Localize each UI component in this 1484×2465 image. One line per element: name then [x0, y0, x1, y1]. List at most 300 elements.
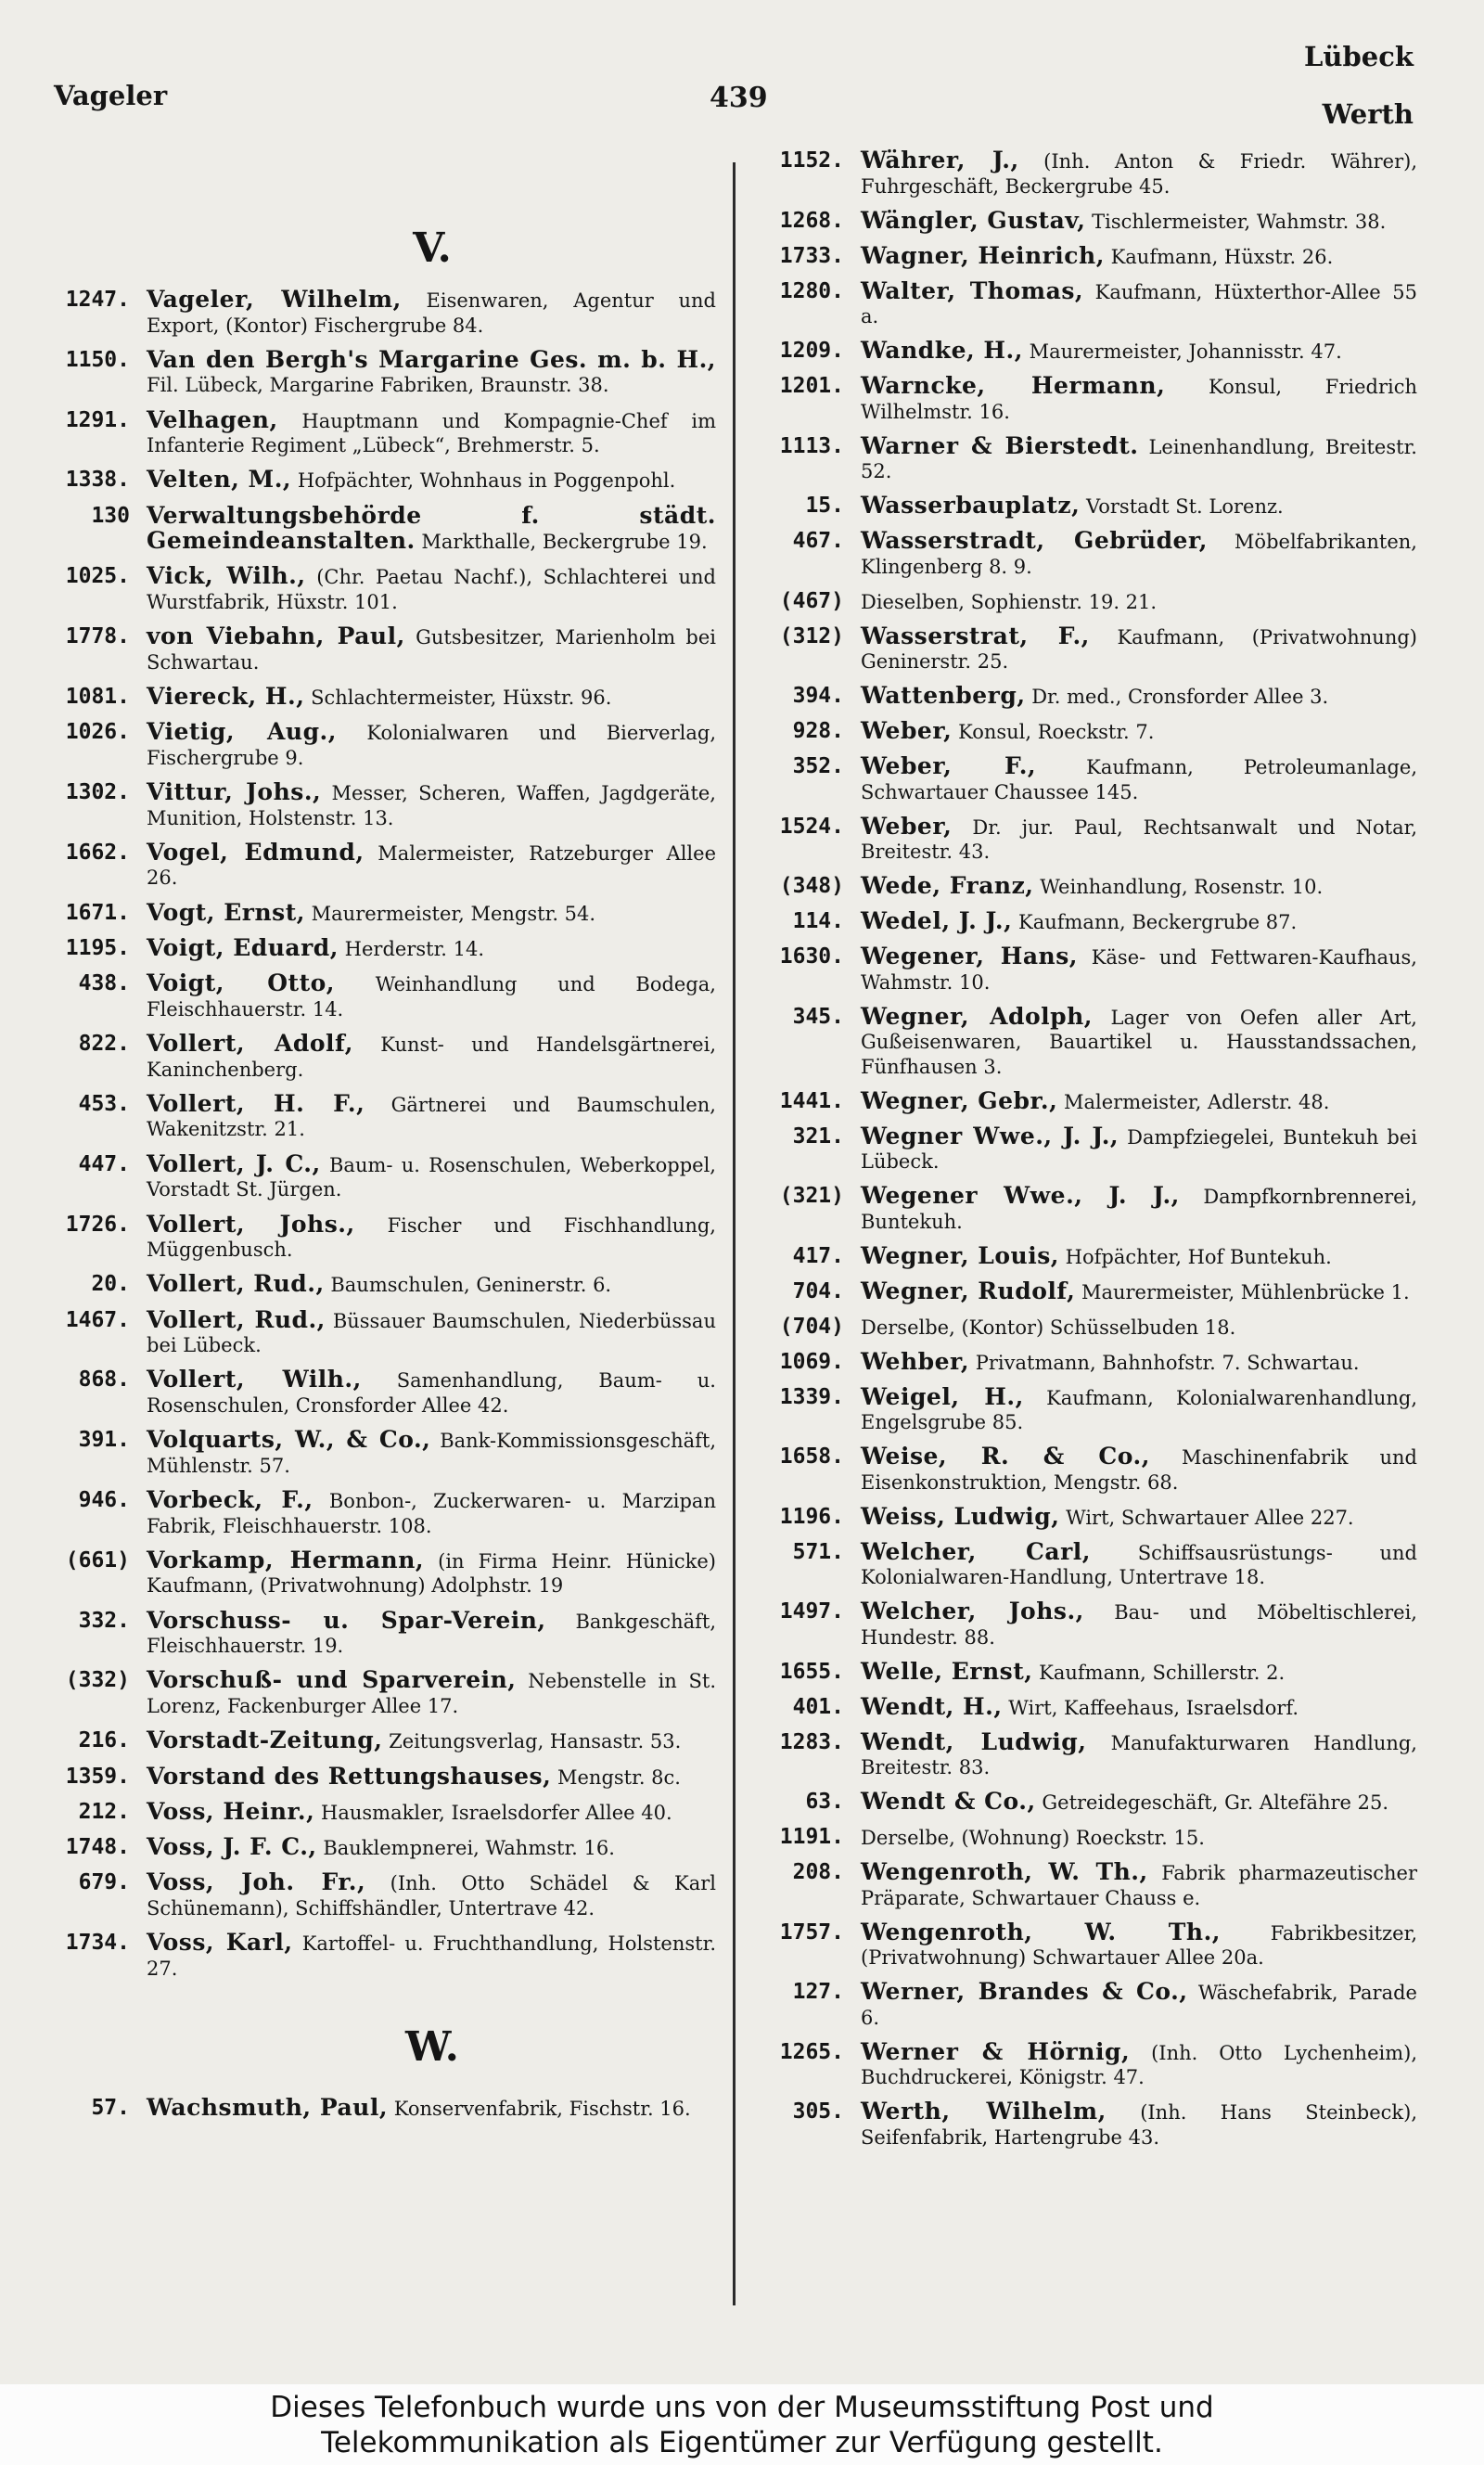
entry-details: Konsul, Roeckstr. 7.: [958, 721, 1155, 743]
entry-details: Schiffsausrüstungs- und Kolonialwaren-Handlung, Untertrave 18.: [861, 1541, 1417, 1588]
entry-details: Eisenwaren, Agentur und Export, (Kontor) Fischergrube 84.: [147, 289, 716, 337]
entry-details: Hofpächter, Hof Buntekuh.: [1065, 1245, 1332, 1268]
entry-name: Voss, Heinr.,: [147, 1797, 315, 1825]
entry-name: Vorbeck, F.,: [147, 1486, 313, 1514]
directory-entry: [761, 1980, 1417, 2030]
directory-entry: [46, 1606, 716, 1659]
directory-entry: [761, 1086, 1417, 1115]
entry-details: (Inh. Otto Schädel & Karl Schünemann), Schiffshändler, Untertrave 42.: [147, 1872, 717, 1919]
directory-entry: [46, 1488, 716, 1538]
entry-details: Vorstadt St. Lorenz.: [1086, 495, 1284, 518]
directory-entry: [46, 1762, 716, 1791]
phone-number: 20.: [91, 1272, 130, 1297]
entry-text: [147, 2096, 716, 2122]
entry-details: Weinhandlung, Rosenstr. 10.: [1040, 876, 1324, 898]
entry-name: Wandke, H.,: [861, 337, 1023, 364]
directory-entry: [761, 276, 1417, 329]
entry-name: Weigel, H.,: [861, 1382, 1024, 1410]
running-head-city: Lübeck: [1304, 41, 1414, 72]
entry-details: Kaufmann, Schillerstr. 2.: [1039, 1661, 1286, 1684]
entry-details: Baum- u. Rosenschulen, Weberkoppel, Vorstadt St. Jürgen.: [147, 1153, 716, 1201]
directory-entry: [761, 684, 1417, 710]
entry-name: Vogel, Edmund,: [147, 838, 365, 866]
phone-number: 1497.: [779, 1599, 844, 1624]
phone-number: 704.: [792, 1278, 844, 1303]
entry-name: Wängler, Gustav,: [861, 206, 1086, 234]
phone-number: 1025.: [65, 564, 130, 589]
entry-details: (Chr. Paetau Nachf.), Schlachterei und Wurstfabrik, Hüxstr. 101.: [147, 566, 716, 613]
entry-name: Vittur, Johs.,: [147, 778, 322, 806]
entry-details: Maurermeister, Mühlenbrücke 1.: [1081, 1280, 1410, 1303]
entry-text: [861, 1502, 1417, 1531]
entry-text: [147, 838, 716, 891]
entry-text: [147, 720, 716, 770]
directory-entry: [761, 2099, 1417, 2150]
phone-number: 1734.: [65, 1931, 130, 1956]
entry-details: Kaufmann, Kolonialwarenhandlung, Engelsgrube 85.: [861, 1386, 1417, 1433]
column-divider: [733, 162, 736, 2305]
running-head-first-entry: Vageler: [54, 80, 168, 111]
entry-text: [147, 971, 716, 1021]
entry-name: Verwaltungsbehörde f. städt. Gemeindeanstalten.: [147, 501, 716, 555]
entry-name: Wattenberg,: [861, 682, 1026, 709]
entry-text: [147, 1210, 716, 1263]
entry-details: Bank-Kommissionsgeschäft, Mühlenstr. 57.: [147, 1430, 716, 1477]
phone-number: 212.: [78, 1799, 130, 1824]
directory-entry: [46, 1305, 716, 1358]
entry-name: Wede, Franz,: [861, 872, 1034, 899]
phone-number: 1757.: [779, 1919, 844, 1945]
entry-text: [861, 874, 1417, 900]
directory-entry: [761, 1382, 1417, 1435]
entry-text: [861, 1279, 1417, 1305]
phone-number: 1280.: [779, 278, 844, 303]
entry-name: Wendt, Ludwig,: [861, 1727, 1087, 1755]
entry-name: Vietig, Aug.,: [147, 718, 337, 746]
phone-number: 401.: [792, 1694, 844, 1719]
entry-name: Weber,: [861, 717, 953, 744]
entry-text: [861, 1920, 1417, 1971]
phone-number: 1441.: [779, 1088, 844, 1113]
entry-text: [147, 1149, 716, 1202]
entry-name: Vollert, Rud.,: [147, 1270, 325, 1298]
entry-details: Fabrik pharmazeutischer Präparate, Schwartauer Chauss e.: [861, 1862, 1417, 1909]
phone-number: 1338.: [65, 468, 130, 493]
entry-text: [147, 1835, 716, 1861]
entry-text: [861, 1790, 1417, 1816]
entry-text: [147, 685, 716, 711]
directory-entry: [761, 431, 1417, 484]
entry-text: [147, 1728, 716, 1754]
entry-text: [861, 2037, 1417, 2090]
entry-details: Zeitungsverlag, Hansastr. 53.: [389, 1730, 682, 1753]
phone-number: 394.: [792, 684, 844, 708]
phone-number: 57.: [91, 2096, 130, 2121]
phone-number: 453.: [78, 1091, 130, 1116]
entry-text: [147, 468, 716, 494]
entry-name: Weise, R. & Co.,: [861, 1443, 1150, 1470]
phone-number: 447.: [78, 1151, 130, 1176]
phone-number: 114.: [792, 909, 844, 933]
entry-text: [861, 1086, 1417, 1115]
phone-number: 467.: [792, 529, 844, 553]
phone-number: 1359.: [65, 1764, 130, 1789]
entry-text: [861, 1241, 1417, 1270]
phone-number: 1630.: [779, 944, 844, 969]
directory-entry: [46, 1931, 716, 1981]
directory-entry: [761, 1124, 1417, 1175]
entry-text: [147, 1870, 716, 1920]
entry-text: [861, 374, 1417, 424]
phone-number: 1069.: [779, 1349, 844, 1374]
entry-name: von Viebahn, Paul,: [147, 623, 405, 650]
entry-details: Weinhandlung und Bodega, Fleischhauerstr. 14.: [147, 973, 716, 1021]
phone-number: 1113.: [779, 433, 844, 458]
ownership-notice: [0, 2384, 1484, 2465]
entry-details: Dampfkornbrennerei, Buntekuh.: [861, 1186, 1417, 1233]
entry-details: Bauklempnerei, Wahmstr. 16.: [323, 1837, 615, 1860]
directory-entry: [46, 720, 716, 770]
directory-entry: [761, 339, 1417, 365]
entry-details: Kaufmann, (Privatwohnung) Geninerstr. 25.: [861, 625, 1417, 673]
entry-name: Wengenroth, W. Th.,: [861, 1858, 1148, 1885]
entry-text: [861, 2099, 1417, 2150]
entry-text: [861, 241, 1417, 270]
entry-name: Währer, J.,: [861, 147, 1019, 173]
entry-details: Hausmakler, Israelsdorfer Allee 40.: [321, 1801, 672, 1824]
directory-entry: [761, 812, 1417, 865]
entry-text: [147, 1931, 716, 1981]
left-column: [46, 148, 716, 2132]
entry-details: (Inh. Anton & Friedr. Währer), Fuhrgeschäft, Beckergrube 45.: [861, 150, 1417, 198]
entry-text: [147, 1762, 716, 1791]
entry-name: Volquarts, W., & Co.,: [147, 1426, 431, 1454]
entry-details: Markthalle, Beckergrube 19.: [421, 531, 708, 554]
entry-details: Maurermeister, Mengstr. 54.: [311, 902, 596, 925]
directory-entry: [761, 494, 1417, 520]
entry-details: Dampfziegelei, Buntekuh bei Lübeck.: [861, 1125, 1417, 1173]
phone-number: 1467.: [65, 1307, 130, 1332]
directory-entry: [761, 909, 1417, 935]
entry-details: Gutsbesitzer, Marienholm bei Schwartau.: [147, 626, 716, 674]
entry-details: Fil. Lübeck, Margarine Fabriken, Braunstr. 38.: [147, 374, 609, 397]
phone-number: 571.: [792, 1539, 844, 1564]
directory-entry: [761, 2037, 1417, 2090]
entry-name: Van den Bergh's Margarine Ges. m. b. H.,: [147, 345, 716, 373]
entry-details: (Inh. Otto Lychenheim), Buchdruckerei, Königstr. 47.: [861, 2041, 1417, 2088]
entry-name: Wegner, Louis,: [861, 1241, 1059, 1269]
entry-details: Wirt, Schwartauer Allee 227.: [1066, 1506, 1354, 1529]
directory-entry: [761, 1657, 1417, 1686]
entry-details: Malermeister, Adlerstr. 48.: [1063, 1090, 1330, 1113]
entry-name: Vollert, H. F.,: [147, 1089, 365, 1117]
entry-name: Wehber,: [861, 1347, 970, 1375]
entry-details: Hauptmann und Kompagnie-Chef im Infanterie Regiment „Lübeck“, Brehmerstr. 5.: [147, 409, 716, 457]
entry-text: [861, 529, 1417, 579]
directory-entry: [46, 898, 716, 927]
phone-number: 332.: [78, 1608, 130, 1633]
directory-entry: [761, 1315, 1417, 1341]
entry-details: Leinenhandlung, Breitestr. 52.: [861, 435, 1417, 482]
phone-number: 679.: [78, 1870, 130, 1895]
phone-number: 1196.: [779, 1504, 844, 1529]
directory-entry: [761, 1347, 1417, 1376]
entry-name: Weiss, Ludwig,: [861, 1502, 1060, 1530]
entry-text: [861, 1692, 1417, 1721]
entry-text: [861, 589, 1417, 615]
directory-entry: [46, 1367, 716, 1418]
entry-name: Wasserstradt, Gebrüder,: [861, 527, 1209, 554]
entry-details: Herderstr. 14.: [344, 938, 485, 961]
entry-name: Viereck, H.,: [147, 683, 305, 711]
entry-details: Manufakturwaren Handlung, Breitestr. 83.: [861, 1731, 1417, 1778]
entry-name: Wegener Wwe., J. J.,: [861, 1182, 1180, 1209]
phone-number: 1191.: [779, 1825, 844, 1849]
directory-entry: [761, 241, 1417, 270]
phone-number: (467): [779, 588, 844, 613]
directory-entry: [761, 1502, 1417, 1531]
entry-details: Dr. med., Cronsforder Allee 3.: [1031, 686, 1329, 708]
entry-name: Werner, Brandes & Co.,: [861, 1978, 1188, 2005]
entry-text: [861, 1184, 1417, 1234]
entry-details: Kartoffel- u. Fruchthandlung, Holstenstr. 27.: [147, 1932, 716, 1980]
entry-text: [147, 1089, 716, 1142]
phone-number: 868.: [78, 1367, 130, 1393]
entry-text: [861, 431, 1417, 484]
directory-entry: [761, 624, 1417, 674]
entry-text: [147, 1797, 716, 1826]
directory-entry: [761, 374, 1417, 424]
entry-text: [861, 1860, 1417, 1910]
directory-entry: [46, 1210, 716, 1263]
entry-details: Kaufmann, Hüxterthor-Allee 55 a.: [861, 280, 1417, 327]
phone-number: 1209.: [779, 339, 844, 363]
phone-number: 1655.: [779, 1659, 844, 1684]
phone-number: 1283.: [779, 1729, 844, 1754]
entry-text: [147, 1305, 716, 1358]
directory-entry: [761, 1790, 1417, 1816]
left-entry-list-w: [46, 2096, 716, 2122]
section-heading-w: W.: [405, 2023, 459, 2072]
entry-name: Vollert, J. C.,: [147, 1149, 321, 1177]
entry-details: Derselbe, (Wohnung) Roeckstr. 15.: [861, 1827, 1205, 1849]
entry-text: [861, 1444, 1417, 1495]
entry-text: [861, 1599, 1417, 1650]
entry-text: [147, 898, 716, 927]
entry-details: Fabrikbesitzer, (Privatwohnung) Schwartauer Allee 20a.: [861, 1921, 1417, 1969]
directory-entry: [761, 1444, 1417, 1495]
directory-entry: [46, 936, 716, 962]
entry-details: Wirt, Kaffeehaus, Israelsdorf.: [1008, 1696, 1299, 1719]
entry-details: Kaufmann, Hüxstr. 26.: [1110, 245, 1334, 268]
entry-name: Welcher, Carl,: [861, 1537, 1092, 1565]
entry-details: Fischer und Fischhandlung, Müggenbusch.: [147, 1213, 716, 1262]
phone-number: 1195.: [65, 936, 130, 961]
phone-number: 1748.: [65, 1835, 130, 1860]
entry-text: [147, 1668, 716, 1718]
directory-entry: [761, 1241, 1417, 1270]
directory-entry: [46, 345, 716, 398]
directory-entry: [46, 1797, 716, 1826]
directory-entry: [46, 1728, 716, 1754]
entry-text: [147, 1272, 716, 1298]
phone-number: 391.: [78, 1428, 130, 1453]
phone-number: (661): [65, 1547, 130, 1573]
directory-entry: [761, 206, 1417, 235]
entry-name: Welcher, Johs.,: [861, 1598, 1084, 1624]
entry-name: Weber, F.,: [861, 752, 1037, 779]
entry-text: [147, 1428, 716, 1478]
phone-number: 305.: [792, 2099, 844, 2124]
entry-text: [861, 624, 1417, 674]
directory-entry: [46, 1548, 716, 1598]
phone-number: 1081.: [65, 685, 130, 710]
entry-details: Gärtnerei und Baumschulen, Wakenitzstr. 21.: [147, 1093, 716, 1141]
entry-text: [861, 276, 1417, 329]
entry-details: Mengstr. 8c.: [556, 1765, 681, 1789]
entry-text: [861, 1124, 1417, 1175]
entry-text: [861, 1825, 1417, 1851]
entry-details: (in Firma Heinr. Hünicke) Kaufmann, (Privatwohnung) Adolphstr. 19: [147, 1549, 716, 1598]
entry-name: Werner & Hörnig,: [861, 2037, 1131, 2065]
entry-name: Wagner, Heinrich,: [861, 241, 1105, 269]
entry-details: Maurermeister, Johannisstr. 47.: [1029, 340, 1342, 363]
directory-entry: [46, 1032, 716, 1082]
entry-details: Kaufmann, Petroleumanlage, Schwartauer Chaussee 145.: [861, 756, 1418, 803]
entry-details: Nebenstelle in St. Lorenz, Fackenburger Allee 17.: [147, 1670, 717, 1717]
entry-details: Messer, Scheren, Waffen, Jagdgeräte, Munition, Holstenstr. 13.: [147, 782, 716, 829]
entry-text: [861, 1727, 1417, 1780]
entry-name: Vick, Wilh.,: [147, 562, 306, 590]
phone-number: 352.: [792, 754, 844, 778]
entry-details: Bonbon-, Zuckerwaren- u. Marzipan Fabrik, Fleischhauerstr. 108.: [147, 1490, 716, 1537]
entry-name: Vorschuss- u. Spar-Verein,: [147, 1606, 546, 1634]
phone-number: 1733.: [779, 243, 844, 268]
directory-entry: [46, 685, 716, 711]
directory-entry: [46, 1870, 716, 1920]
entry-details: Lager von Oefen aller Art, Gußeisenwaren, Bauartikel u. Hausstandssachen, Fünfhausen 3.: [861, 1006, 1417, 1078]
directory-entry: [761, 1279, 1417, 1305]
entry-text: [861, 684, 1417, 710]
entry-text: [147, 288, 716, 338]
entry-name: Wasserbauplatz,: [861, 492, 1081, 519]
phone-number: 1778.: [65, 624, 130, 649]
phone-number: 1268.: [779, 208, 844, 233]
directory-entry: [761, 874, 1417, 900]
entry-details: Dr. jur. Paul, Rechtsanwalt und Notar, Breitestr. 43.: [861, 815, 1417, 863]
entry-details: Tischlermeister, Wahmstr. 38.: [1092, 210, 1387, 233]
phone-number: 130: [91, 503, 130, 528]
entry-name: Weber,: [861, 812, 953, 840]
entry-text: [861, 1980, 1417, 2030]
phone-number: 1726.: [65, 1212, 130, 1237]
directory-entry: [46, 405, 716, 458]
directory-entry: [46, 288, 716, 338]
entry-details: Kunst- und Handelsgärtnerei, Kaninchenberg.: [147, 1034, 716, 1081]
phone-number: 1026.: [65, 720, 130, 745]
entry-text: [861, 1657, 1417, 1686]
running-head-last-entry: Werth: [1322, 98, 1414, 130]
ownership-notice-line-2: Telekommunikation als Eigentümer zur Verfügung gestellt.: [321, 2426, 1163, 2459]
entry-name: Wachsmuth, Paul,: [147, 2094, 389, 2122]
entry-text: [861, 719, 1417, 745]
entry-details: Büssauer Baumschulen, Niederbüssau bei Lübeck.: [147, 1309, 716, 1357]
entry-name: Wengenroth, W. Th.,: [861, 1918, 1221, 1945]
entry-text: [861, 339, 1417, 365]
phone-number: (348): [779, 874, 844, 898]
phone-number: 208.: [792, 1860, 844, 1884]
phone-number: 1302.: [65, 780, 130, 805]
entry-text: [861, 909, 1417, 935]
entry-name: Wegner, Rudolf,: [861, 1277, 1076, 1304]
directory-entry: [761, 754, 1417, 804]
directory-entry: [761, 1002, 1417, 1080]
phone-number: (332): [65, 1668, 130, 1693]
phone-number: 1658.: [779, 1444, 844, 1469]
directory-entry: [46, 1089, 716, 1142]
directory-entry: [46, 1149, 716, 1202]
phone-number: 1662.: [65, 840, 130, 865]
directory-entry: [46, 780, 716, 830]
entry-details: Samenhandlung, Baum- u. Rosenschulen, Cronsforder Allee 42.: [147, 1369, 716, 1417]
directory-entry: [761, 589, 1417, 615]
phone-number: 1524.: [779, 814, 844, 839]
directory-entry: [761, 1599, 1417, 1650]
entry-name: Walter, Thomas,: [861, 276, 1084, 304]
entry-name: Wasserstrat, F.,: [861, 622, 1090, 649]
phone-number: 1265.: [779, 2039, 844, 2064]
entry-name: Voss, Karl,: [147, 1929, 293, 1957]
phone-number: 63.: [805, 1790, 844, 1814]
entry-name: Wendt & Co.,: [861, 1788, 1036, 1815]
phone-number: 928.: [792, 719, 844, 743]
entry-name: Velhagen,: [147, 405, 278, 433]
entry-name: Vorstand des Rettungshauses,: [147, 1762, 552, 1790]
entry-name: Vageler, Wilhelm,: [147, 286, 402, 313]
directory-entry: [761, 944, 1417, 995]
entry-text: [861, 494, 1417, 520]
entry-details: (Inh. Hans Steinbeck), Seifenfabrik, Hartengrube 43.: [861, 2101, 1417, 2149]
entry-text: [147, 1367, 716, 1418]
entry-name: Wegner, Gebr.,: [861, 1086, 1058, 1114]
entry-details: Hofpächter, Wohnhaus in Poggenpohl.: [297, 469, 676, 493]
phone-number: 321.: [792, 1123, 844, 1149]
entry-details: Privatmann, Bahnhofstr. 7. Schwartau.: [975, 1351, 1360, 1374]
directory-entry: [761, 1860, 1417, 1910]
page-number: 439: [710, 82, 768, 114]
entry-text: [861, 206, 1417, 235]
phone-number: (321): [779, 1184, 844, 1208]
directory-entry: [46, 971, 716, 1021]
entry-text: [861, 812, 1417, 865]
entry-name: Velten, M.,: [147, 466, 292, 494]
entry-text: [147, 624, 716, 674]
phone-number: 1152.: [779, 148, 844, 173]
entry-text: [861, 148, 1417, 199]
entry-name: Vogt, Ernst,: [147, 898, 305, 926]
phone-number: 1671.: [65, 900, 130, 925]
directory-entry: [46, 1428, 716, 1478]
phone-number: 216.: [78, 1728, 130, 1753]
entry-details: Kaufmann, Beckergrube 87.: [1018, 911, 1298, 933]
right-entry-list: [761, 148, 1417, 2150]
entry-details: Derselbe, (Kontor) Schüsselbuden 18.: [861, 1316, 1236, 1339]
entry-text: [861, 1347, 1417, 1376]
entry-name: Welle, Ernst,: [861, 1657, 1033, 1685]
entry-text: [861, 1382, 1417, 1435]
entry-name: Vorschuß- und Sparverein,: [147, 1666, 517, 1694]
entry-name: Voss, J. F. C.,: [147, 1833, 317, 1861]
